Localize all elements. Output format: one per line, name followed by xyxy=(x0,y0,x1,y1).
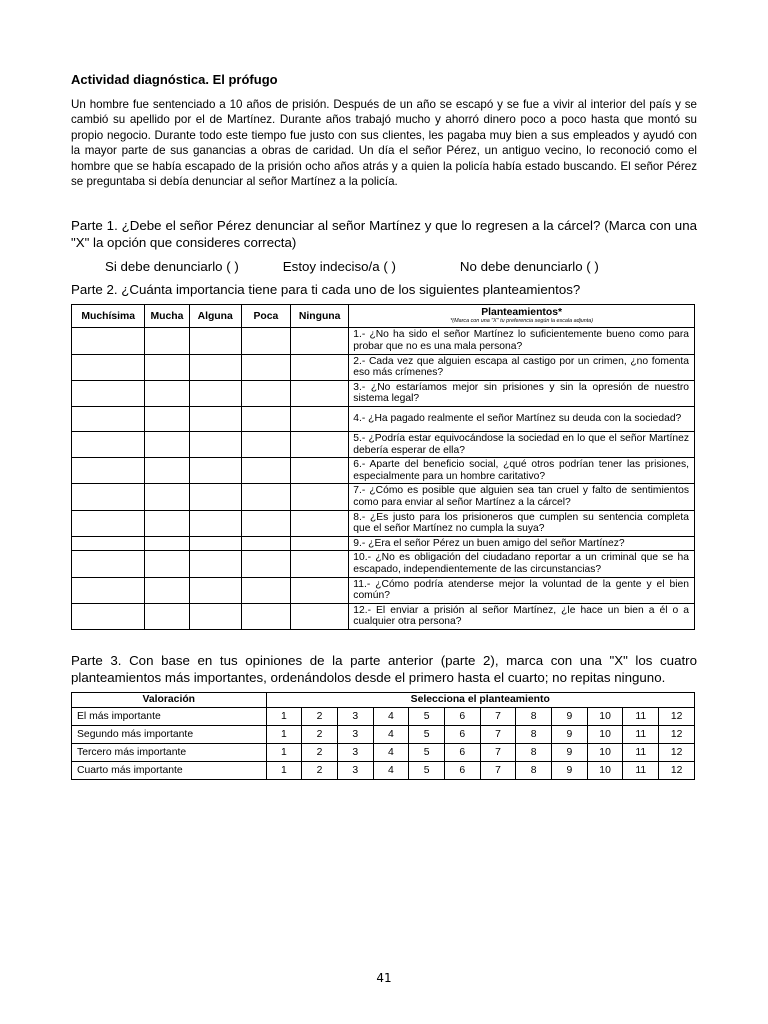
rating-cell-muchísima[interactable] xyxy=(72,551,145,577)
rating-cell-poca[interactable] xyxy=(241,380,290,406)
statement-number-option[interactable]: 8 xyxy=(516,707,552,725)
rating-cell-poca[interactable] xyxy=(241,551,290,577)
statement-number-option[interactable]: 10 xyxy=(587,743,623,761)
statement-number-option[interactable]: 4 xyxy=(373,743,409,761)
statement-row xyxy=(72,380,695,406)
statement-number-option[interactable]: 11 xyxy=(623,743,659,761)
scale-header-mucha: Mucha xyxy=(145,305,189,328)
statement-number-option[interactable]: 1 xyxy=(266,761,302,779)
ranking-label: Tercero más importante xyxy=(72,743,267,761)
rating-cell-muchísima[interactable] xyxy=(72,354,145,380)
option-no-debe[interactable]: No debe denunciarlo ( ) xyxy=(459,259,599,275)
statement-number-option[interactable]: 3 xyxy=(337,743,373,761)
statement-row xyxy=(72,577,695,603)
statement-number-option[interactable]: 4 xyxy=(373,725,409,743)
statement-text: 7.- ¿Cómo es posible que alguien sea tan cruel y falto de sentimientos como para enviar al señor Martínez a la cárcel? xyxy=(349,484,695,510)
statement-row xyxy=(72,354,695,380)
statement-number-option[interactable]: 10 xyxy=(587,761,623,779)
rating-cell-alguna[interactable] xyxy=(189,432,241,458)
scale-header-alguna: Alguna xyxy=(189,305,241,328)
rating-cell-poca[interactable] xyxy=(241,407,290,432)
rating-cell-muchísima[interactable] xyxy=(72,458,145,484)
option-si-debe[interactable]: Si debe denunciarlo ( ) xyxy=(105,259,239,275)
ranking-table xyxy=(71,692,695,780)
statement-number-option[interactable]: 12 xyxy=(659,707,695,725)
statement-number-option[interactable]: 9 xyxy=(552,725,588,743)
rating-cell-ninguna[interactable] xyxy=(291,536,349,551)
rating-cell-poca[interactable] xyxy=(241,484,290,510)
statement-number-option[interactable]: 8 xyxy=(516,725,552,743)
statement-number-option[interactable]: 4 xyxy=(373,707,409,725)
rating-cell-ninguna[interactable] xyxy=(291,407,349,432)
statement-number-option[interactable]: 2 xyxy=(302,743,338,761)
rating-cell-poca[interactable] xyxy=(241,458,290,484)
statement-number-option[interactable]: 10 xyxy=(587,725,623,743)
statement-number-option[interactable]: 12 xyxy=(659,725,695,743)
statement-row xyxy=(72,432,695,458)
rating-cell-alguna[interactable] xyxy=(189,328,241,354)
statement-number-option[interactable]: 10 xyxy=(587,707,623,725)
ranking-label: El más importante xyxy=(72,707,267,725)
page-number: 41 xyxy=(376,971,392,985)
rating-cell-poca[interactable] xyxy=(241,328,290,354)
statement-number-option[interactable]: 2 xyxy=(302,707,338,725)
statement-text: 8.- ¿Es justo para los prisioneros que cumplen su sentencia completa que el señor Martínez no cumpla la suya? xyxy=(349,510,695,536)
statement-number-option[interactable]: 5 xyxy=(409,725,445,743)
rating-cell-poca[interactable] xyxy=(241,577,290,603)
rating-cell-ninguna[interactable] xyxy=(291,432,349,458)
rating-cell-mucha[interactable] xyxy=(145,484,189,510)
statements-note: *(Marca con una "X" tu preferencia según la escala adjunta) xyxy=(450,318,594,325)
statement-text: 1.- ¿No ha sido el señor Martínez lo suficientemente bueno como para probar que no es una mala persona? xyxy=(349,328,695,354)
rating-cell-muchísima[interactable] xyxy=(72,603,145,629)
rating-cell-mucha[interactable] xyxy=(145,536,189,551)
statement-row xyxy=(72,484,695,510)
statement-number-option[interactable]: 8 xyxy=(516,743,552,761)
rating-cell-ninguna[interactable] xyxy=(291,577,349,603)
rating-cell-poca[interactable] xyxy=(241,354,290,380)
rating-cell-poca[interactable] xyxy=(241,432,290,458)
statement-text: 9.- ¿Era el señor Pérez un buen amigo del señor Martínez? xyxy=(349,536,695,551)
rating-cell-mucha[interactable] xyxy=(145,432,189,458)
statement-text: 11.- ¿Cómo podría atenderse mejor la voluntad de la gente y el bien común? xyxy=(349,577,695,603)
select-header: Selecciona el planteamiento xyxy=(266,692,694,707)
statement-number-option[interactable]: 1 xyxy=(266,725,302,743)
rating-cell-poca[interactable] xyxy=(241,603,290,629)
rating-cell-muchísima[interactable] xyxy=(72,380,145,406)
statement-number-option[interactable]: 11 xyxy=(623,707,659,725)
ranking-row xyxy=(72,743,695,761)
ranking-label: Segundo más importante xyxy=(72,725,267,743)
rating-cell-mucha[interactable] xyxy=(145,551,189,577)
rating-cell-ninguna[interactable] xyxy=(291,551,349,577)
rating-cell-muchísima[interactable] xyxy=(72,484,145,510)
rating-cell-mucha[interactable] xyxy=(145,328,189,354)
part1-options xyxy=(71,259,697,277)
ranking-label: Cuarto más importante xyxy=(72,761,267,779)
rating-cell-ninguna[interactable] xyxy=(291,510,349,536)
option-indeciso[interactable]: Estoy indeciso/a ( ) xyxy=(282,259,396,275)
rating-cell-alguna[interactable] xyxy=(189,458,241,484)
statement-number-option[interactable]: 7 xyxy=(480,761,516,779)
rating-cell-alguna[interactable] xyxy=(189,354,241,380)
rating-cell-muchísima[interactable] xyxy=(72,577,145,603)
statement-number-option[interactable]: 6 xyxy=(444,761,480,779)
part2-question: Parte 2. ¿Cuánta importancia tiene para ti cada uno de los siguientes planteamientos? xyxy=(71,282,581,298)
scale-header-poca: Poca xyxy=(241,305,290,328)
rating-cell-mucha[interactable] xyxy=(145,354,189,380)
statement-number-option[interactable]: 2 xyxy=(302,725,338,743)
page-title: Actividad diagnóstica. El prófugo xyxy=(71,72,278,87)
statement-number-option[interactable]: 9 xyxy=(552,707,588,725)
statement-number-option[interactable]: 7 xyxy=(480,707,516,725)
statement-number-option[interactable]: 1 xyxy=(266,743,302,761)
statement-row xyxy=(72,510,695,536)
rating-cell-alguna[interactable] xyxy=(189,484,241,510)
rating-cell-alguna[interactable] xyxy=(189,603,241,629)
statement-number-option[interactable]: 3 xyxy=(337,725,373,743)
statements-header-label: Planteamientos* xyxy=(481,307,563,319)
statement-text: 12.- El enviar a prisión al señor Martínez, ¿le hace un bien a él o a cualquier otra persona? xyxy=(349,603,695,629)
part1-question: Parte 1. ¿Debe el señor Pérez denunciar al señor Martínez y que lo regresen a la cárcel? (Marca con una "X" la opción que consideres correcta) xyxy=(71,218,697,251)
statement-number-option[interactable]: 4 xyxy=(373,761,409,779)
rating-cell-mucha[interactable] xyxy=(145,380,189,406)
rating-cell-ninguna[interactable] xyxy=(291,603,349,629)
rating-cell-mucha[interactable] xyxy=(145,407,189,432)
statement-number-option[interactable]: 11 xyxy=(623,761,659,779)
statement-row xyxy=(72,603,695,629)
ranking-row xyxy=(72,725,695,743)
statement-number-option[interactable]: 12 xyxy=(659,743,695,761)
statement-row xyxy=(72,551,695,577)
statement-row xyxy=(72,407,695,432)
statement-number-option[interactable]: 8 xyxy=(516,761,552,779)
part3-question: Parte 3. Con base en tus opiniones de la parte anterior (parte 2), marca con una "X" los cuatro planteamientos más importantes, ordenándolos desde el primero hasta el cuarto; no repitas ninguno. xyxy=(71,652,697,685)
statement-text: 3.- ¿No estaríamos mejor sin prisiones y sin la opresión de nuestro sistema legal? xyxy=(349,380,695,406)
rating-cell-poca[interactable] xyxy=(241,536,290,551)
ranking-row xyxy=(72,707,695,725)
statement-row xyxy=(72,328,695,354)
rating-cell-ninguna[interactable] xyxy=(291,458,349,484)
statement-text: 4.- ¿Ha pagado realmente el señor Martínez su deuda con la sociedad? xyxy=(349,407,695,432)
statement-number-option[interactable]: 7 xyxy=(480,725,516,743)
statement-number-option[interactable]: 3 xyxy=(337,707,373,725)
rating-cell-mucha[interactable] xyxy=(145,603,189,629)
statement-number-option[interactable]: 5 xyxy=(409,761,445,779)
statement-number-option[interactable]: 6 xyxy=(444,725,480,743)
rating-cell-ninguna[interactable] xyxy=(291,484,349,510)
story-paragraph: Un hombre fue sentenciado a 10 años de prisión. Después de un año se escapó y se fue a vivir al interior del país y se cambió su apellido por el de Martínez. Durante años trabajó mucho y ahorró dinero poco a poco hasta que montó su propio negocio. Durante todo este tiempo fue justo con sus clientes, les pagaba muy bien a sus empleados y ayudó con la mayor parte de sus ganancias a obras de caridad. Un día el señor Pérez, un antiguo vecino, lo reconoció como el hombre que se había escapado de la prisión ocho años atrás y a quien la policía había estado buscando. El señor Pérez se preguntaba si debía denunciar al señor Martínez a la policía. xyxy=(71,98,697,189)
rating-header: Valoración xyxy=(72,692,267,707)
rating-cell-alguna[interactable] xyxy=(189,577,241,603)
ranking-row xyxy=(72,761,695,779)
statement-number-option[interactable]: 11 xyxy=(623,725,659,743)
statement-number-option[interactable]: 2 xyxy=(302,761,338,779)
rating-cell-muchísima[interactable] xyxy=(72,510,145,536)
statement-number-option[interactable]: 5 xyxy=(409,707,445,725)
document-page xyxy=(71,72,697,780)
rating-cell-alguna[interactable] xyxy=(189,536,241,551)
rating-cell-mucha[interactable] xyxy=(145,510,189,536)
rating-cell-ninguna[interactable] xyxy=(291,380,349,406)
statement-number-option[interactable]: 6 xyxy=(444,743,480,761)
rating-cell-ninguna[interactable] xyxy=(291,328,349,354)
rating-cell-poca[interactable] xyxy=(241,510,290,536)
statement-number-option[interactable]: 3 xyxy=(337,761,373,779)
ranking-table-body xyxy=(72,707,695,779)
scale-header-muchisima: Muchísima xyxy=(72,305,145,328)
statements-header xyxy=(349,305,695,328)
statement-number-option[interactable]: 7 xyxy=(480,743,516,761)
statement-number-option[interactable]: 9 xyxy=(552,761,588,779)
rating-cell-muchísima[interactable] xyxy=(72,536,145,551)
rating-cell-alguna[interactable] xyxy=(189,551,241,577)
rating-cell-muchísima[interactable] xyxy=(72,407,145,432)
statement-row xyxy=(72,458,695,484)
rating-cell-ninguna[interactable] xyxy=(291,354,349,380)
rating-cell-alguna[interactable] xyxy=(189,510,241,536)
importance-table xyxy=(71,304,695,629)
statement-row xyxy=(72,536,695,551)
statement-number-option[interactable]: 9 xyxy=(552,743,588,761)
rating-cell-mucha[interactable] xyxy=(145,458,189,484)
statement-text: 10.- ¿No es obligación del ciudadano reportar a un criminal que se ha escapado, independientemente de las circunstancias? xyxy=(349,551,695,577)
rating-cell-mucha[interactable] xyxy=(145,577,189,603)
importance-table-body xyxy=(72,328,695,629)
statement-number-option[interactable]: 12 xyxy=(659,761,695,779)
statement-text: 5.- ¿Podría estar equivocándose la sociedad en lo que el señor Martínez debería esperar de ella? xyxy=(349,432,695,458)
rating-cell-alguna[interactable] xyxy=(189,380,241,406)
statement-text: 6.- Aparte del beneficio social, ¿qué otros podrían tener las prisiones, especialmente para un hombre caritativo? xyxy=(349,458,695,484)
statement-number-option[interactable]: 6 xyxy=(444,707,480,725)
statement-number-option[interactable]: 1 xyxy=(266,707,302,725)
rating-cell-muchísima[interactable] xyxy=(72,328,145,354)
statement-text: 2.- Cada vez que alguien escapa al castigo por un crimen, ¿no fomenta eso más crímenes? xyxy=(349,354,695,380)
rating-cell-muchísima[interactable] xyxy=(72,432,145,458)
rating-cell-alguna[interactable] xyxy=(189,407,241,432)
scale-header-ninguna: Ninguna xyxy=(291,305,349,328)
statement-number-option[interactable]: 5 xyxy=(409,743,445,761)
